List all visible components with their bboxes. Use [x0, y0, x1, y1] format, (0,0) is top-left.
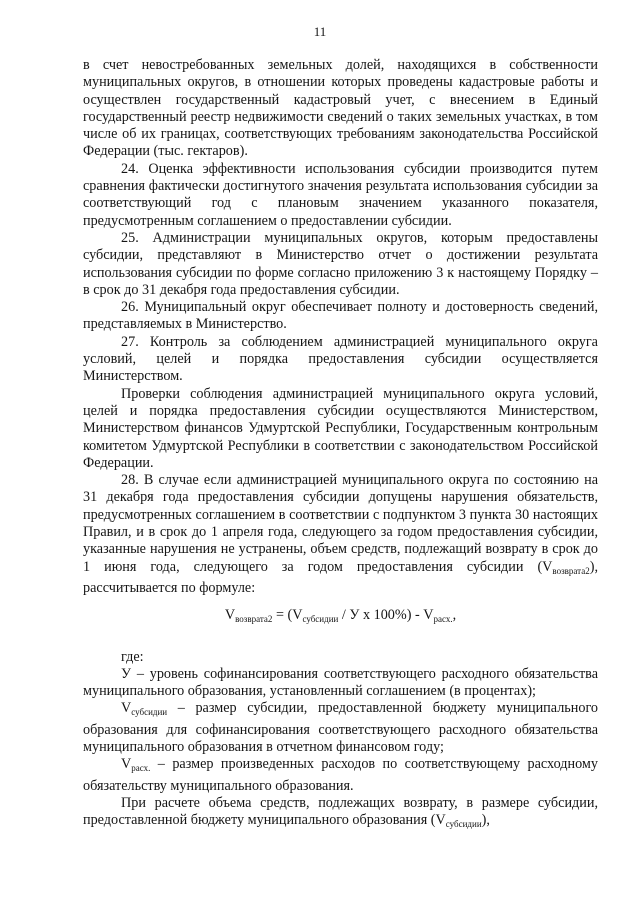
formula-mid: = (V [272, 607, 303, 624]
definition-u: У – уровень софинансирования соответствующего расходного обязательства муниципального образования, установленный соглашением (в процентах); [83, 665, 598, 700]
paragraph-27: 27. Контроль за соблюдением администрацией муниципального округа условий, целей и порядка предоставления субсидии осуществляется Министерством. [83, 333, 598, 385]
last-text: При расчете объема средств, подлежащих возврату, в размере субсидии, предоставленной бюджету муниципального образования (V [83, 794, 598, 829]
formula-mid2: / У х 100%) - V [338, 607, 434, 624]
definition-v-subsidii [83, 700, 598, 756]
paragraph-27-checks: Проверки соблюдения администрацией муниципального округа условий, целей и порядка предоставления субсидии осуществляются Министерством, Министерством финансов Удмуртской Республики, Государственным контрольным комитетом Удмуртской Республики в соответствии с законодательством Российской Федерации. [83, 385, 598, 471]
paragraph-last [83, 795, 598, 834]
last-sub: субсидии [445, 819, 482, 830]
paragraph-28-text: 28. В случае если администрацией муниципального округа по состоянию на 31 декабря года предоставления субсидии допущены нарушения обязательств, предусмотренных соглашением в соответствии с подпунктом 3 пункта 30 настоящих Правил, и в срок до 1 апреля года, следующего за годом предоставления субсидии, указанные нарушения не устранены, объем средств, подлежащий возврату в срок до 1 июня года, следующего за годом предоставления субсидии (V [83, 472, 598, 575]
paragraph-25: 25. Администрации муниципальных округов, которым предоставлены субсидии, представляют в Министерство отчет о достижении результата использования субсидии по форме согласно приложению 3 к настоящему Порядку – в срок до 31 декабря года предоставления субсидии. [83, 229, 598, 298]
formula-end: , [452, 607, 457, 624]
paragraph-continuation: в счет невостребованных земельных долей, находящихся в собственности муниципальных округов, в отношении которых проведены кадастровые работы и осуществлен государственный кадастровый учет, с внесением в Единый государственный реестр недвижимости сведений о таких земельных участках, в том числе об их границах, соответствующих требованиям законодательства Российской Федерации (тыс. гектаров). [83, 57, 598, 160]
last-end: ), [481, 812, 490, 829]
paragraph-24: 24. Оценка эффективности использования субсидии производится путем сравнения фактически достигнутого значения результата использования субсидии за соответствующий год с плановым значением указанного показателя, предусмотренным соглашением о предоставлении субсидии. [83, 160, 598, 229]
def-vr-v: V [121, 756, 132, 773]
paragraph-28-end: ), рассчитывается по формуле: [83, 558, 598, 596]
document-body [83, 57, 598, 833]
formula-sub-subsidii: субсидии [302, 614, 339, 625]
definition-v-rash [83, 756, 598, 795]
def-vs-sub: субсидии [131, 707, 168, 718]
paragraph-26: 26. Муниципальный округ обеспечивает полноту и достоверность сведений, представляемых в Министерство. [83, 299, 598, 333]
formula-v: V [224, 607, 236, 624]
def-vr-text: – размер произведенных расходов по соответствующему расходному обязательству муниципального образования. [83, 756, 598, 794]
paragraph-28 [83, 472, 598, 597]
formula [83, 607, 598, 628]
def-vr-sub: расх. [131, 763, 151, 774]
formula-sub-rash: расх. [433, 614, 453, 625]
def-vs-text: – размер субсидии, предоставленной бюджету муниципального образования для софинансирования соответствующего расходного обязательства муниципального образования в отчетном финансовом году; [83, 700, 598, 755]
formula-sub-vozvrata: возврата2 [235, 614, 273, 625]
page-number: 11 [313, 24, 327, 39]
def-vs-v: V [121, 700, 132, 717]
where-label: где: [121, 648, 144, 665]
paragraph-28-subscript: возврата2 [552, 565, 590, 576]
